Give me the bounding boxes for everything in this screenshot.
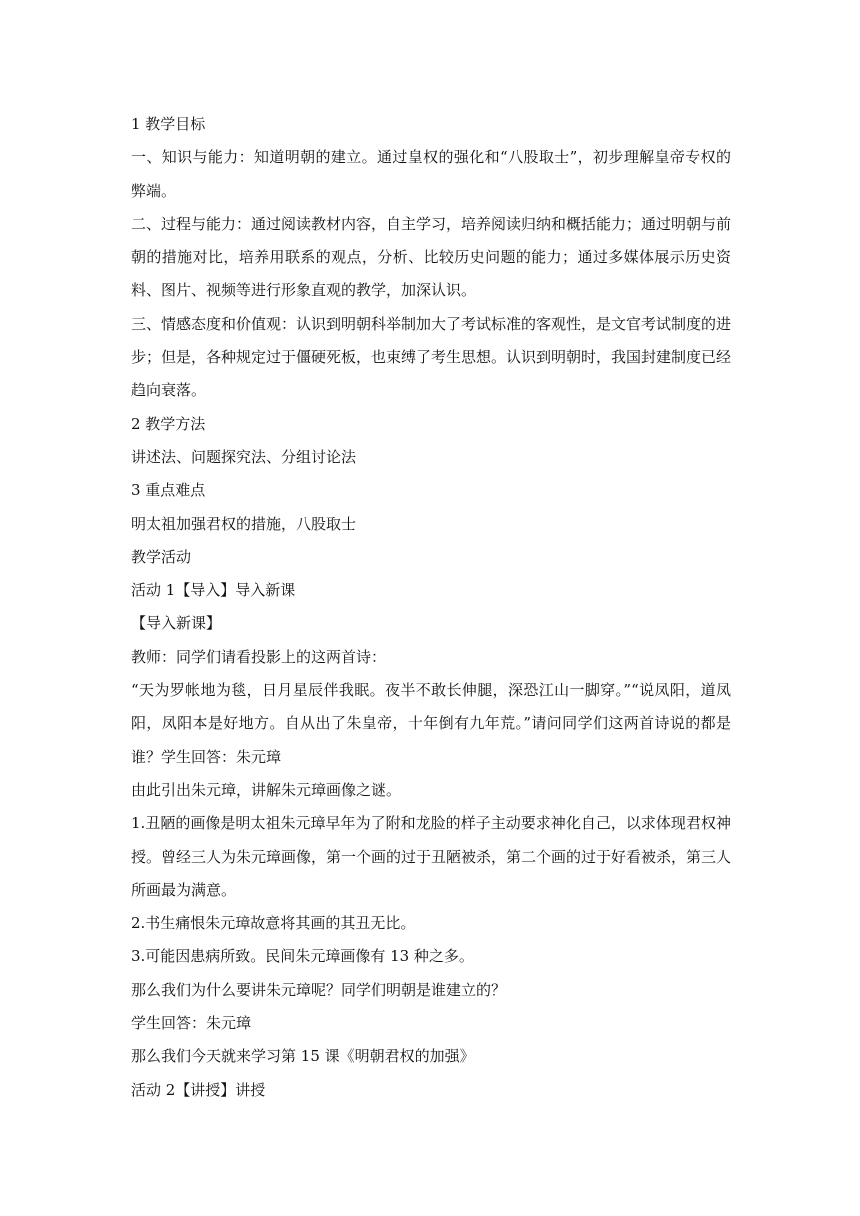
activity-1-title: 活动 1【导入】导入新课 <box>131 581 296 600</box>
methods-text: 讲述法、问题探究法、分组讨论法 <box>131 447 357 466</box>
portrait-point-3: 3.可能因患病所致。民间朱元璋画像有 13 种之多。 <box>131 947 474 966</box>
key-points-text: 明太祖加强君权的措施，八股取士 <box>131 514 357 533</box>
heading-key-points: 3 重点难点 <box>131 481 206 500</box>
document-page <box>131 108 731 1107</box>
portrait-intro: 由此引出朱元璋，讲解朱元璋画像之谜。 <box>131 780 402 799</box>
lesson-intro: 那么我们今天就来学习第 15 课《明朝君权的加强》 <box>131 1047 475 1066</box>
heading-teaching-goals: 1 教学目标 <box>131 115 206 133</box>
student-answer: 学生回答：朱元璋 <box>131 1014 252 1033</box>
heading-activities: 教学活动 <box>131 547 192 566</box>
goal-knowledge: 一、知识与能力：知道明朝的建立。通过皇权的强化和“八股取士”，初步理解皇帝专权的弊端。 <box>131 148 731 200</box>
portrait-point-2: 2.书生痛恨朱元璋故意将其画的其丑无比。 <box>131 914 416 933</box>
intro-label: 【导入新课】 <box>131 614 222 633</box>
portrait-point-1: 1.丑陋的画像是明太祖朱元璋早年为了附和龙脸的样子主动要求神化自己，以求体现君权神授。曾经三人为朱元璋画像，第一个画的过于丑陋被杀，第二个画的过于好看被杀，第三人所画最为满意。 <box>131 814 732 899</box>
goal-process: 二、过程与能力：通过阅读教材内容，自主学习，培养阅读归纳和概括能力；通过明朝与前朝的措施对比，培养用联系的观点，分析、比较历史问题的能力；通过多媒体展示历史资料、图片、视频等进行形象直观的教学，加深认识。 <box>131 214 732 300</box>
goal-values: 三、情感态度和价值观：认识到明朝科举制加大了考试标准的客观性，是文官考试制度的进步；但是，各种规定过于僵硬死板，也束缚了考生思想。认识到明朝时，我国封建制度已经趋向衰落。 <box>131 314 732 400</box>
heading-teaching-methods: 2 教学方法 <box>131 414 206 433</box>
activity-2-title: 活动 2【讲授】讲授 <box>131 1080 266 1099</box>
poems-paragraph: “天为罗帐地为毯，日月星辰伴我眠。夜半不敢长伸腿，深恐江山一脚穿。”“说凤阳，道凤阳，凤阳本是好地方。自从出了朱皇帝，十年倒有九年荒。”请问同学们这两首诗说的都是谁？学生回答：朱元璋 <box>131 681 731 766</box>
teacher-prompt: 教师：同学们请看投影上的这两首诗： <box>131 647 387 666</box>
question-founder: 那么我们为什么要讲朱元璋呢？同学们明朝是谁建立的？ <box>131 980 507 999</box>
